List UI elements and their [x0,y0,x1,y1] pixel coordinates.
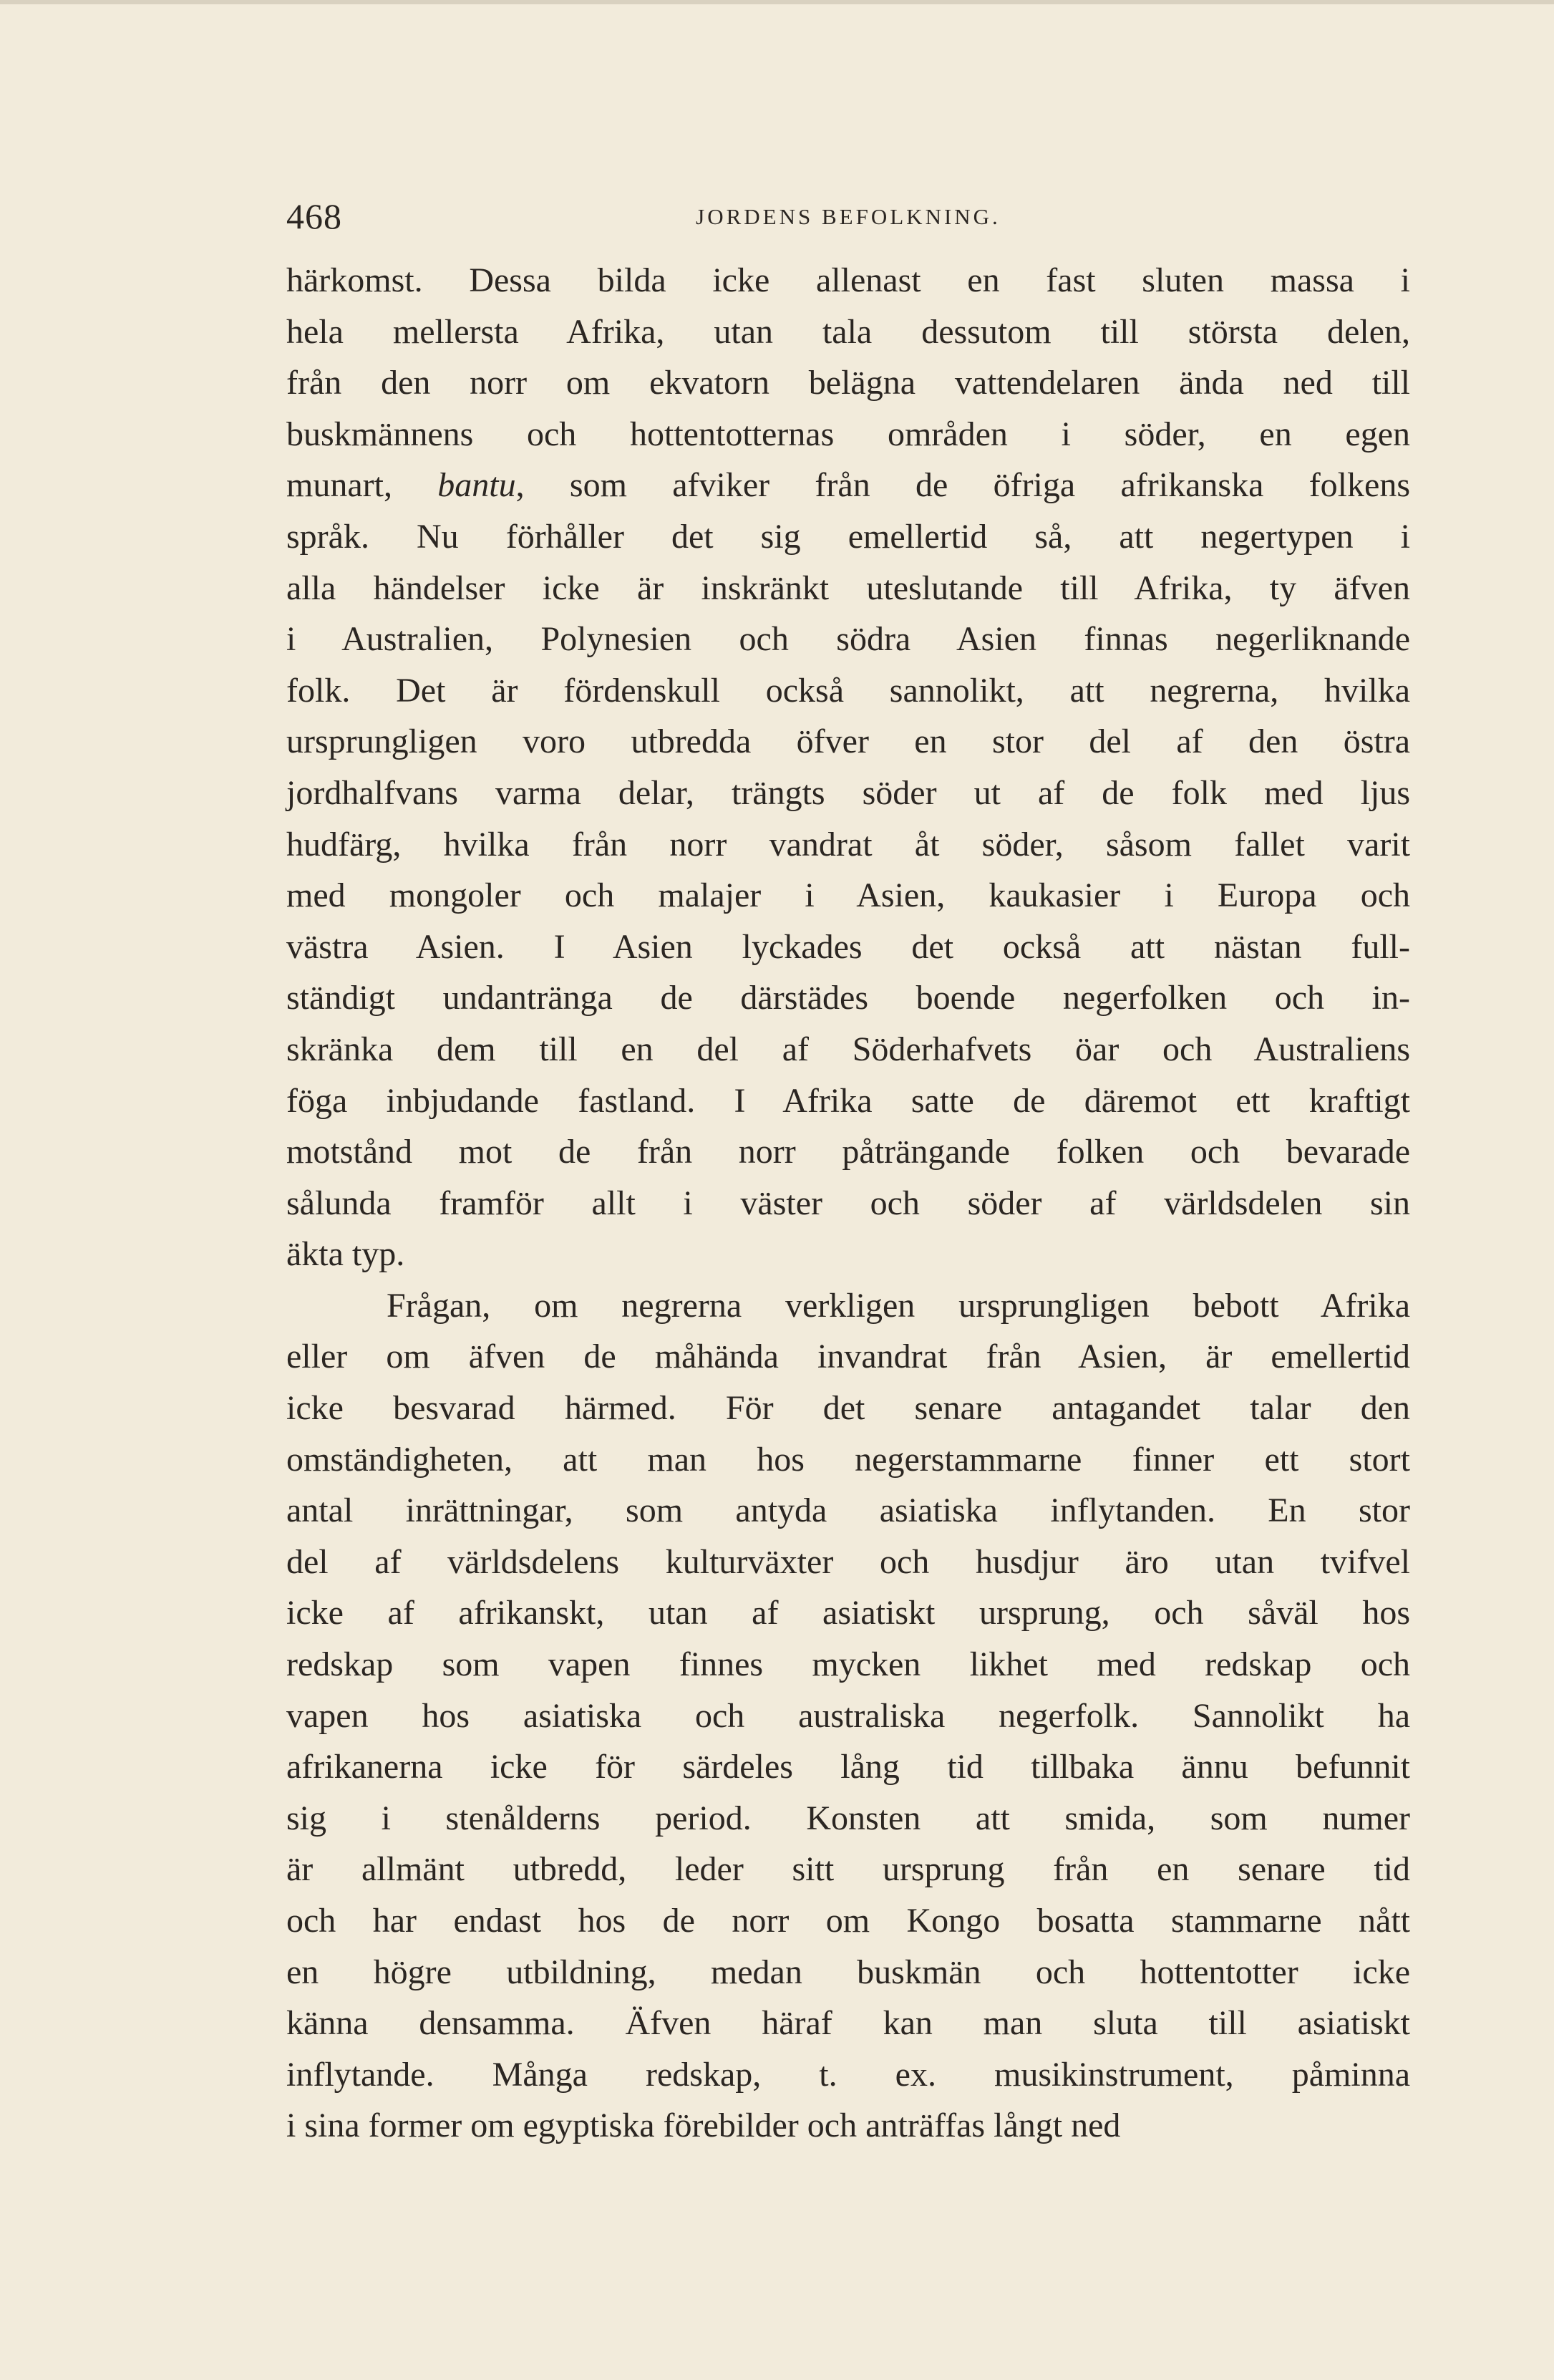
text-line: hela mellersta Afrika, utan tala dessutom till största delen, [286,312,1410,351]
text-line: ursprungligen voro utbredda öfver en stor del af den östra [286,722,1410,761]
text-line: i Australien, Polynesien och södra Asien finnas negerliknande [286,620,1410,659]
text-line: del af världsdelens kulturväxter och husdjur äro utan tvifvel [286,1542,1410,1581]
page-header [286,195,1410,238]
text-line: Frågan, om negrerna verkligen ursprungligen bebott Afrika [387,1286,1410,1325]
text-line: och har endast hos de norr om Kongo bosatta stammarne nått [286,1902,1410,1940]
text-line: omständigheten, att man hos negerstammarne finner ett stort [286,1440,1410,1479]
text-line: språk. Nu förhåller det sig emellertid så, att negertypen i [286,517,1410,556]
page-edge [0,0,1554,4]
italic-term: bantu [437,466,516,505]
text-line: alla händelser icke är inskränkt uteslutande till Afrika, ty äfven [286,569,1410,607]
text-line: i sina former om egyptiska förebilder och anträffas långt ned [286,2106,1121,2145]
text-line: sålunda framför allt i väster och söder af världsdelen sin [286,1184,1410,1222]
text-line: inflytande. Många redskap, t. ex. musikinstrument, påminna [286,2055,1410,2094]
text-line: motstånd mot de från norr påträngande folken och bevarade [286,1133,1410,1171]
text-line: från den norr om ekvatorn belägna vattendelaren ända ned till [286,364,1410,402]
text-line: vapen hos asiatiska och australiska negerfolk. Sannolikt ha [286,1696,1410,1735]
text-line: härkomst. Dessa bilda icke allenast en fast sluten massa i [286,261,1410,299]
text-line: sig i stenålderns period. Konsten att smida, som numer [286,1799,1410,1837]
page-number: 468 [286,196,342,236]
text-line: en högre utbildning, medan buskmän och hottentotter icke [286,1953,1410,1991]
text-line: afrikanerna icke för särdeles lång tid tillbaka ännu befunnit [286,1748,1410,1786]
text-line: föga inbjudande fastland. I Afrika satte de däremot ett kraftigt [286,1081,1410,1120]
text-line: med mongoler och malajer i Asien, kaukasier i Europa och [286,876,1410,915]
text-line: äkta typ. [286,1235,405,1274]
text-line: icke besvarad härmed. För det senare antagandet talar den [286,1389,1410,1428]
text-line: buskmännens och hottentotternas områden i söder, en egen [286,415,1410,453]
text-line: skränka dem till en del af Söderhafvets öar och Australiens [286,1030,1410,1068]
running-head: JORDENS BEFOLKNING. [696,204,1001,229]
text-line: hudfärg, hvilka från norr vandrat åt söder, såsom fallet varit [286,825,1410,864]
text-line: västra Asien. I Asien lyckades det också att nästan full- [286,927,1410,966]
text-line: icke af afrikanskt, utan af asiatiskt ursprung, och såväl hos [286,1594,1410,1632]
text-line: ständigt undantränga de därstädes boende negerfolken och in- [286,979,1410,1017]
text-line: är allmänt utbredd, leder sitt ursprung från en senare tid [286,1850,1410,1889]
text-line: antal inrättningar, som antyda asiatiska inflytanden. En stor [286,1491,1410,1530]
text-line: känna densamma. Äfven häraf kan man sluta till asiatiskt [286,2004,1410,2043]
text-line: munart, bantu, som afviker från de öfriga afrikanska folkens [286,466,1410,505]
text-line: folk. Det är fördenskull också sannolikt, att negrerna, hvilka [286,671,1410,710]
text-line: eller om äfven de måhända invandrat från Asien, är emellertid [286,1337,1410,1376]
text-line: redskap som vapen finnes mycken likhet med redskap och [286,1645,1410,1684]
body-text [286,255,1410,2152]
text-line: jordhalfvans varma delar, trängts söder ut af de folk med ljus [286,773,1410,812]
